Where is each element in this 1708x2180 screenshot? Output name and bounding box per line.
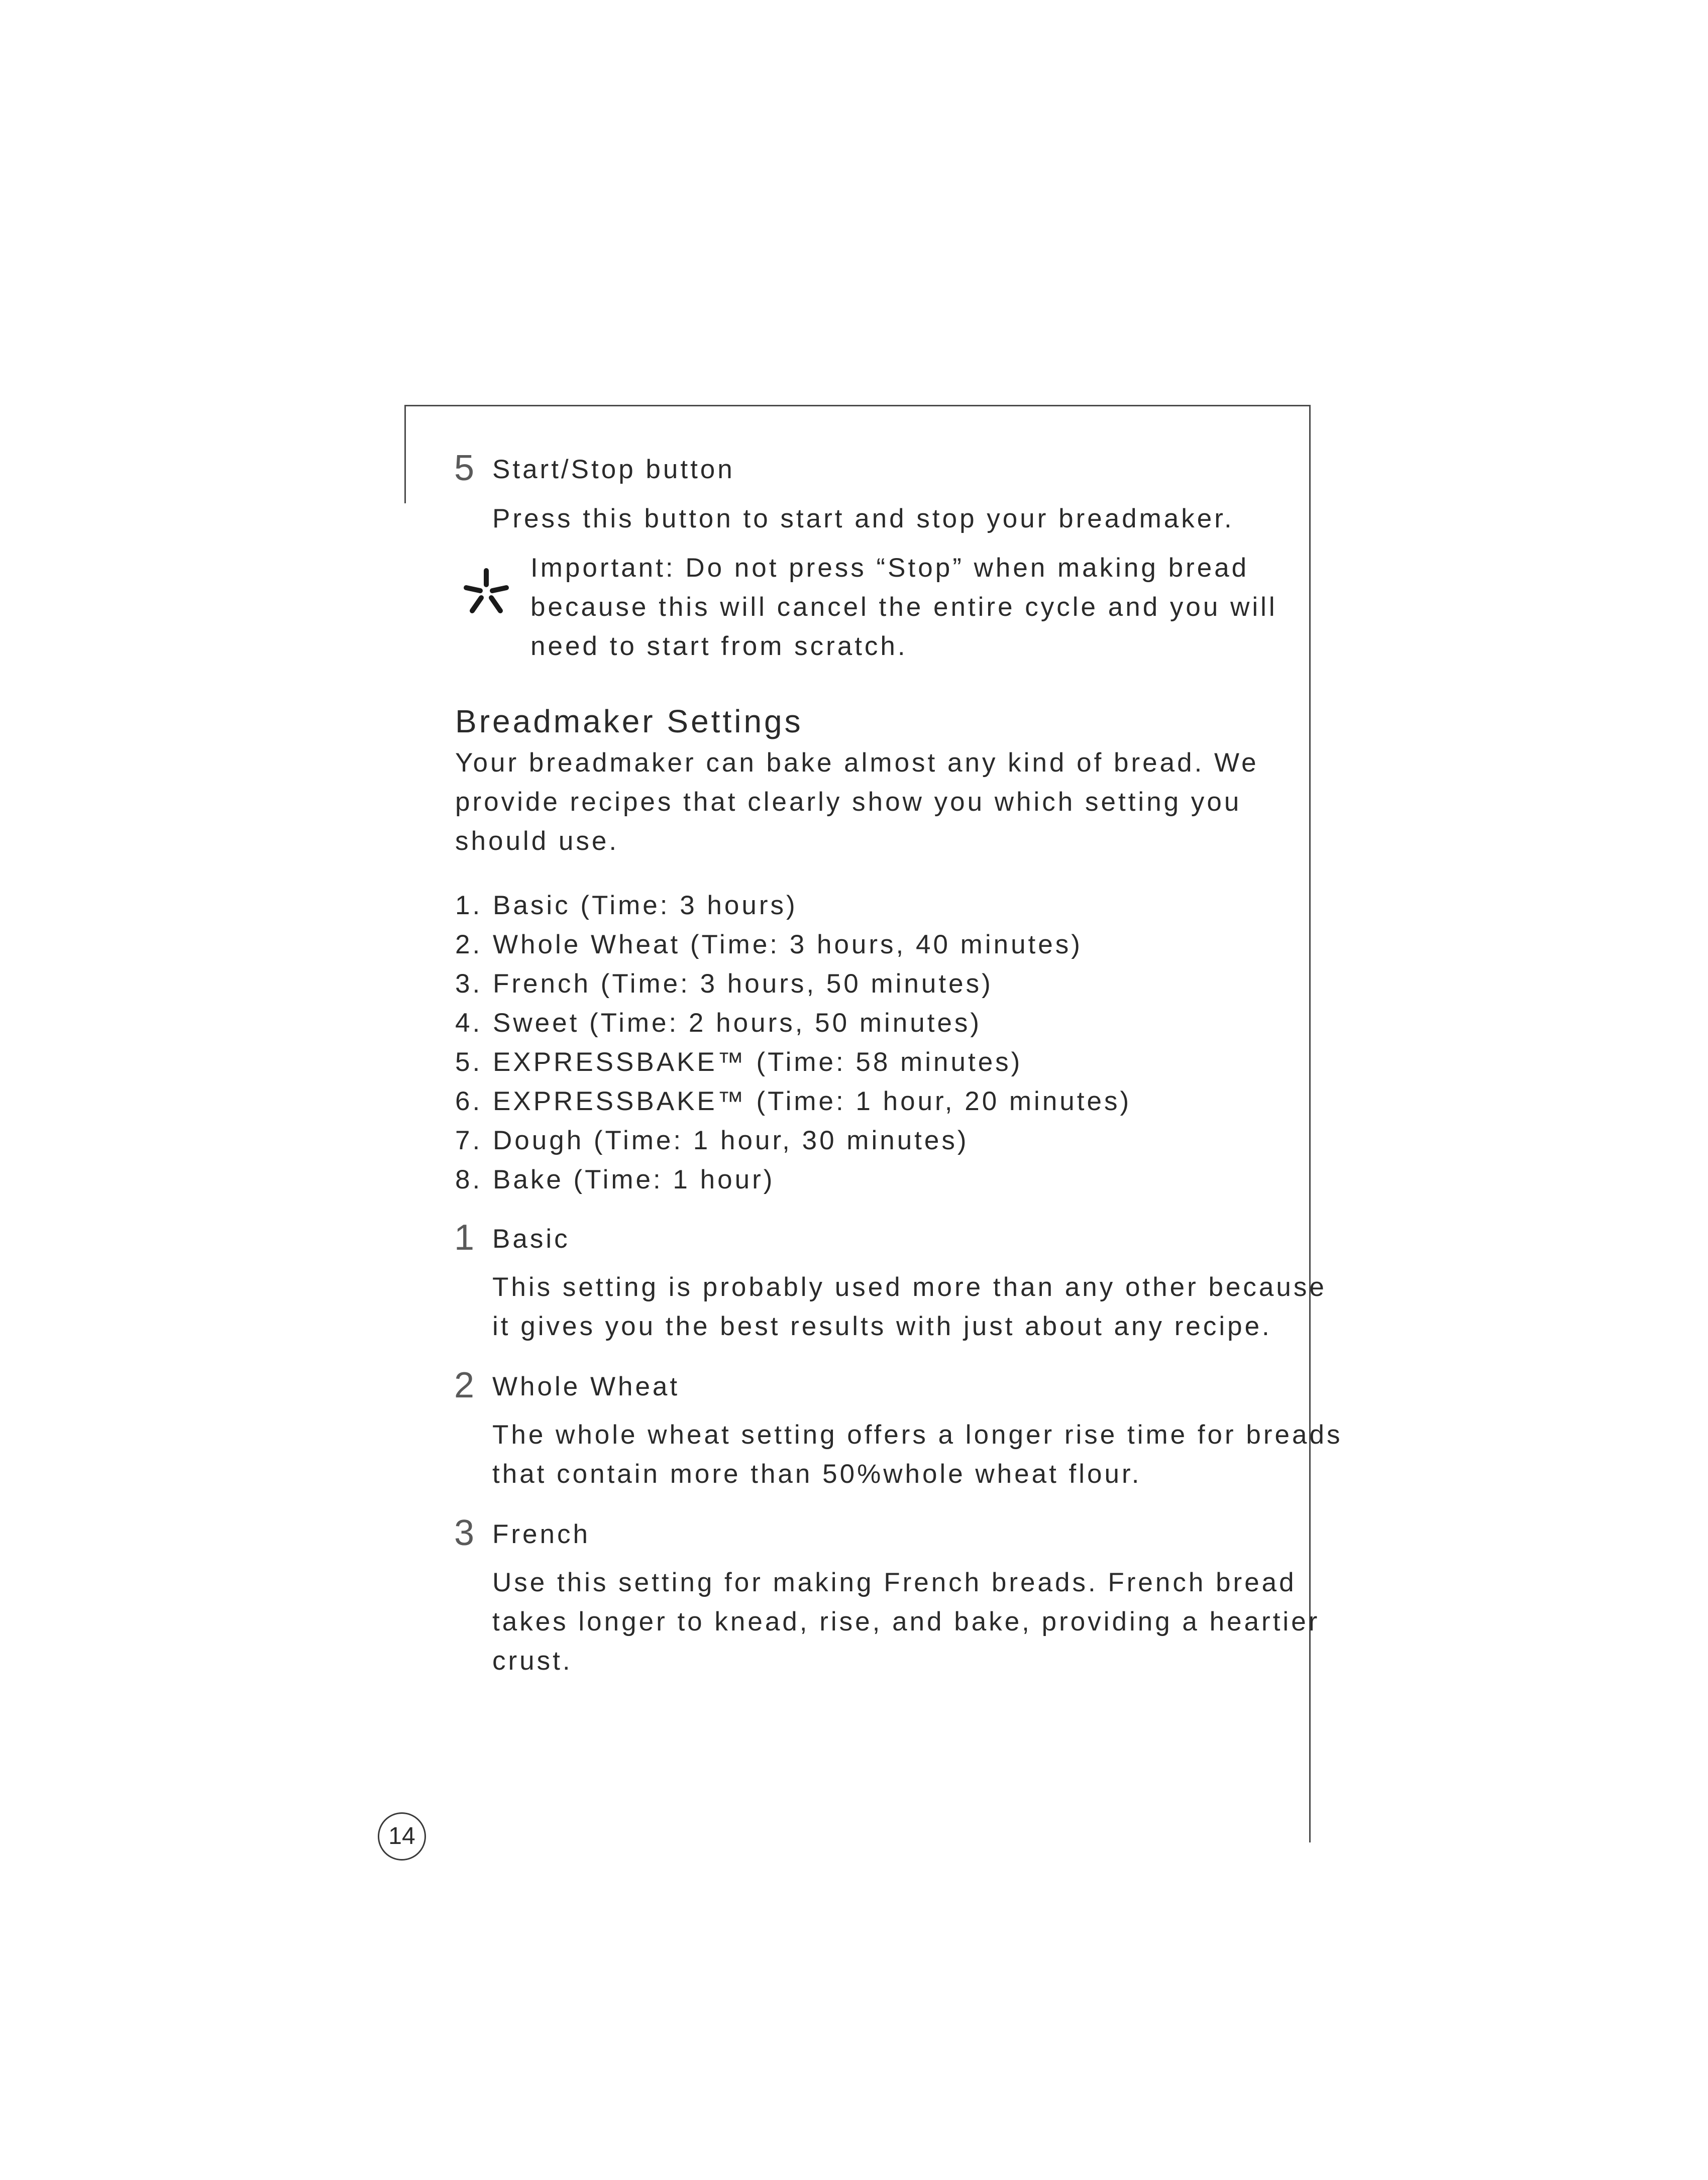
section-body: [492, 1415, 1342, 1494]
section-number: 1: [454, 1218, 475, 1258]
intro-line: should use.: [455, 826, 619, 856]
section-number: 3: [454, 1513, 475, 1553]
asterisk-icon: [462, 567, 510, 615]
body-line: that contain more than 50%whole wheat flour.: [492, 1459, 1142, 1489]
section-body: [492, 1268, 1327, 1346]
section-title: Whole Wheat: [492, 1372, 680, 1401]
body-line: it gives you the best results with just about any recipe.: [492, 1312, 1272, 1341]
settings-heading: Breadmaker Settings: [455, 703, 803, 739]
section-title: French: [492, 1519, 590, 1549]
important-note: [530, 549, 1277, 666]
settings-intro: [455, 743, 1259, 861]
frame-top-rule: [404, 405, 1311, 406]
body-line: The whole wheat setting offers a longer rise time for breads: [492, 1420, 1343, 1450]
important-line: Important: Do not press “Stop” when making bread: [530, 553, 1249, 583]
list-text: EXPRESSBAKE™ (Time: 58 minutes): [493, 1047, 1023, 1077]
section-number: 5: [454, 448, 475, 488]
list-text: Bake (Time: 1 hour): [493, 1165, 775, 1194]
important-line: need to start from scratch.: [530, 631, 908, 661]
list-number: 8.: [455, 1165, 483, 1194]
list-text: EXPRESSBAKE™ (Time: 1 hour, 20 minutes): [493, 1086, 1132, 1116]
section-title: Basic: [492, 1224, 570, 1254]
list-number: 6.: [455, 1086, 483, 1116]
list-text: Basic (Time: 3 hours): [493, 891, 798, 920]
body-line: takes longer to knead, rise, and bake, providing a heartier: [492, 1607, 1320, 1637]
list-number: 5.: [455, 1047, 483, 1077]
list-number: 7.: [455, 1126, 483, 1155]
frame-left-rule: [404, 405, 406, 503]
section-title: Start/Stop button: [492, 455, 735, 484]
list-number: 4.: [455, 1008, 483, 1038]
list-number: 3.: [455, 969, 483, 999]
intro-line: Your breadmaker can bake almost any kind of bread. We: [455, 748, 1259, 778]
section-description: Press this button to start and stop your breadmaker.: [492, 504, 1234, 533]
important-line: because this will cancel the entire cycle and you will: [530, 592, 1277, 622]
list-number: 1.: [455, 891, 483, 920]
page-number-badge: 14: [378, 1812, 426, 1861]
body-line: crust.: [492, 1646, 573, 1676]
list-text: French (Time: 3 hours, 50 minutes): [493, 969, 993, 999]
list-text: Sweet (Time: 2 hours, 50 minutes): [493, 1008, 982, 1038]
body-line: This setting is probably used more than any other because: [492, 1272, 1327, 1302]
section-number: 2: [454, 1365, 475, 1405]
section-body: [492, 1563, 1320, 1681]
list-number: 2.: [455, 930, 483, 959]
list-text: Dough (Time: 1 hour, 30 minutes): [493, 1126, 969, 1155]
intro-line: provide recipes that clearly show you which setting you: [455, 787, 1242, 817]
body-line: Use this setting for making French breads. French bread: [492, 1568, 1297, 1597]
list-text: Whole Wheat (Time: 3 hours, 40 minutes): [493, 930, 1083, 959]
